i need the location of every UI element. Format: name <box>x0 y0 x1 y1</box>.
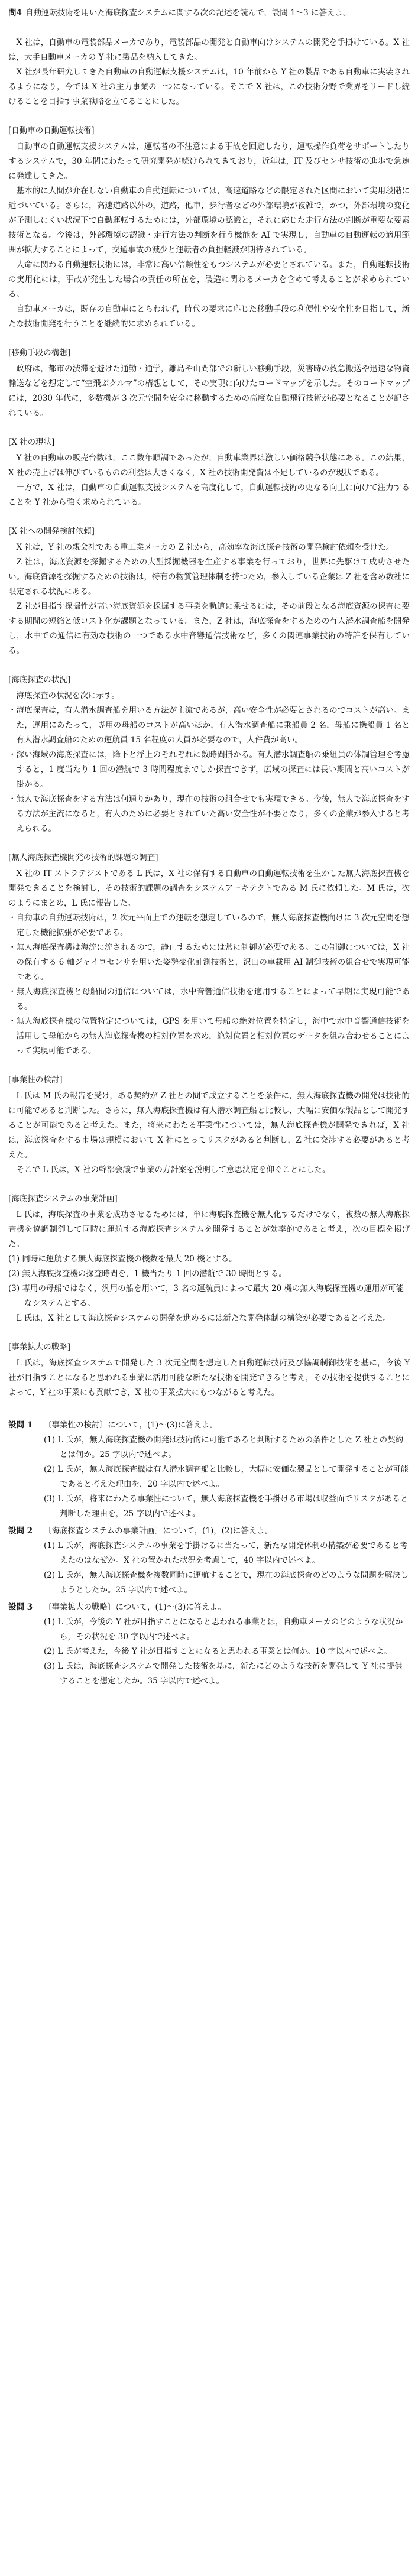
section-seabed-exploration-status <box>8 673 410 836</box>
section-business-plan <box>8 1192 410 1326</box>
question-title <box>8 6 410 20</box>
bullet-item: ・海底探査は，有人潜水調査船を用いる方法が主流であるが，高い安全性が必要とされるのでコストが高い。また，運用にあたって，専用の母船のコストが高いほか，有人潜水調査船に乗船員 2 名，母船に操船員 1 名と有人潜水調査船のための運航員 15 名程度の人員が必要なので，人件費が高い。 <box>8 706 410 745</box>
section-heading: [X 社の現状] <box>8 437 55 447</box>
question-label: 設問 3 <box>8 1602 33 1612</box>
section-heading: [無人海底探査機開発の技術的課題の調査] <box>8 853 158 862</box>
section-paragraph: 海底探査の状況を次に示す。 <box>16 691 119 700</box>
question-number: 問4 <box>8 8 22 18</box>
question-2 <box>8 1524 410 1598</box>
section-heading: [海底探査システムの事業計画] <box>8 1194 118 1203</box>
subquestion-list <box>44 1433 410 1521</box>
numbered-item: (3) 専用の母船ではなく，汎用の船を用いて，3 名の運航員によって最大 20 機の無人海底探査機の運用が可能なシステムとする。 <box>8 1284 404 1308</box>
section-technical-issues <box>8 851 410 1059</box>
subquestion: (2) L 氏が，無人海底探査機を複数同時に運航することで，現在の海底探査のどのような問題を解決しようとしたか。25 字以内で述べよ。 <box>44 1571 409 1595</box>
numbered-list <box>8 1252 410 1311</box>
questions <box>8 1418 410 1689</box>
bullet-item: ・自動車の自動運転技術は，2 次元平面上での運転を想定しているので，無人海底探査機向けに 3 次元空間を想定した機能拡張が必要である。 <box>8 913 410 937</box>
intro-paragraph: X 社は，自動車の電装部品メーカであり，電装部品の開発と自動車向けシステムの開発を手掛けている。X 社は，大手自動車メーカの Y 社に製品を納入してきた。 <box>8 38 410 62</box>
subquestion: (1) L 氏が，今後の Y 社が目指すことになると思われる事業とは，自動車メーカのどのような状況から，その状況を 30 字以内で述べよ。 <box>44 1617 403 1641</box>
section-autonomous-driving <box>8 124 410 332</box>
intro <box>8 35 410 109</box>
section-paragraph: X 社は，Y 社の親会社である重工業メーカの Z 社から，高効率な海底探査技術の開発検討依頼を受けた。 <box>16 543 394 552</box>
question-label: 設問 1 <box>8 1420 33 1430</box>
question-instruction: 自動運転技術を用いた海底探査システムに関する次の記述を読んで，設問 1～3 に答えよ。 <box>25 8 351 18</box>
section-paragraph: 基本的に人間が介在しない自動車の自動運転については，高速道路などの限定された区間において実用段階に近づいている。さらに，高速道路以外の，道路，他車，歩行者などの外部環境が複雑で，かつ，外部環境の変化が予測しにくい状況下で自動運転するためには，外部環境の認識と，それに応じた走行方法の判断が重要な要素技術となる。今後は，外部環境の認識・走行方法の判断を行う機能を AI で実現し，自動車の自動運転の適用範囲が拡大することによって，交通事故の減少と運転者の負担軽減が期待されている。 <box>8 186 410 255</box>
subquestion: (2) L 氏が考えた，今後 Y 社が目指すことになると思われる事業とは何か。10 字以内で述べよ。 <box>44 1647 392 1656</box>
section-paragraph: L 氏は M 氏の報告を受け，ある契約が Z 社との間で成立することを条件に，無人海底探査機の開発は技術的に可能であると判断した。さらに，無人海底探査機は有人潜水調査船と比較し，大幅に安価な製品として開発することが可能であると考えた。また，将来にわたる事業性については，無人海底探査機が開発できれば，X 社は，海底探査をする市場は規模において X 社にとってリスクがあると判断し，Z 社に交渉する必要があると考えた。 <box>8 1091 410 1160</box>
question-text: 〔事業性の検討〕について，(1)～(3)に答えよ。 <box>44 1420 218 1430</box>
question-label: 設問 2 <box>8 1526 33 1536</box>
section-paragraph: 政府は，都市の渋滞を避けた通勤・通学，離島や山間部での新しい移動手段，災害時の救急搬送や迅速な物資輸送などを想定して“空飛ぶクルマ”の構想として，その実現に向けたロードマップを示した。そのロードマップには，2030 年代に，多数機が 3 次元空間を安全に移動するための高度な自動飛行技術が必要となることが記されている。 <box>8 364 410 418</box>
bullet-list <box>8 703 410 836</box>
section-paragraph: X 社の IT ストラテジストである L 氏は，X 社の保有する自動車の自動運転技術を生かした無人海底探査機を開発できることを検討し，その技術的課題の調査をシステムアーキテクトである M 氏に依頼した。M 氏は，次のようにまとめ，L 氏に報告した。 <box>8 869 410 908</box>
subquestion-list <box>44 1615 410 1689</box>
bullet-item: ・無人海底探査機は海流に流されるので，静止するためには常に制御が必要である。この制御については，X 社の保有する 6 軸ジャイロセンサを用いた姿勢変化計測技術と，沢山の車載用 AI 制御技術の組合せで実現可能である。 <box>8 943 410 982</box>
section-paragraph: 自動車メーカは，既存の自動車にとらわれず，時代の要求に応じた移動手段の利便性や安全性を目指して，新たな技術開発を行うことを継続的に求められている。 <box>8 304 410 329</box>
subquestion: (1) L 氏が，無人海底探査機の開発は技術的に可能であると判断するための条件とした Z 社との契約とは何か。25 字以内で述べよ。 <box>44 1435 404 1459</box>
section-business-feasibility <box>8 1073 410 1177</box>
subquestion-list <box>44 1539 410 1598</box>
bullet-item: ・無人で海底探査をする方法は何通りかあり，現在の技術の組合せでも実現できる。今後，無人で海底探査をする方法が主流になると，有人のために必要とされていた高い安全性が不要となり，多くの企業が参入すると考えられる。 <box>8 794 410 833</box>
section-paragraph: Z 社が目指す探掘性が高い海底資源を採掘する事業を軌道に乗せるには，その前段となる海底資源の探査に要する期間の短縮と低コスト化が課題となっている。また，Z 社は，海底探査をするための有人潜水調査船を開発し，水中での通信に有効な技術の一つである水中音響通信技術など，多くの関連事業技術の特許を保有している。 <box>8 602 410 656</box>
section-heading: [事業性の検討] <box>8 1075 63 1085</box>
bullet-item: ・無人海底探査機の位置特定については，GPS を用いて母船の絶対位置を特定し，海中で水中音響通信技術を活用して母船からの無人海底探査機の相対位置を求め，絶対位置と相対位置のデータを組み合わせることによって実現可能である。 <box>8 1017 410 1056</box>
subquestion: (3) L 氏が，将来にわたる事業性について，無人海底探査機を手掛ける市場は収益面でリスクがあると判断した理由を，25 字以内で述べよ。 <box>44 1494 409 1519</box>
section-expansion-strategy <box>8 1340 410 1400</box>
section-paragraph: 自動車の自動運転支援システムは，運転者の不注意による事故を回避したり，運転操作負荷をサポートしたりするシステムで，30 年間にわたって研究開発が続けられてきており，近年は，IT 及びセンサ技術の進歩で急速に発達してきた。 <box>8 142 410 181</box>
section-paragraph: L 氏は，海底探査の事業を成功させるためには，単に海底探査機を無人化するだけでなく，複数の無人海底探査機を協調制御して同時に運航する海底探査システムを開発することが効率的であると考え，次の目標を掲げた。 <box>8 1210 410 1249</box>
numbered-item: (2) 無人海底探査機の探査時間を，1 機当たり 1 回の潜航で 30 時間とする。 <box>8 1269 287 1279</box>
section-paragraph: そこで L 氏は，X 社の幹部会議で事業の方針案を説明して意思決定を仰ぐことにした。 <box>16 1165 330 1175</box>
section-paragraph: L 氏は，X 社として海底探査システムの開発を進めるには新たな開発体制の構築が必要であると考えた。 <box>16 1313 391 1323</box>
subquestion: (1) L 氏が，海底探査システムの事業を手掛けるに当たって，新たな開発体制の構築が必要であると考えたのはなぜか。X 社の置かれた状況を考慮して，40 字以内で述べよ。 <box>44 1541 408 1565</box>
question-3 <box>8 1600 410 1689</box>
bullet-item: ・深い海域の海底探査には，降下と浮上のそれぞれに数時間掛かる。有人潜水調査船の乗組員の体調管理を考慮すると，1 度当たり 1 回の潜航で 3 時間程度までしか探査できず，広域の探査には長い期間と高いコストが掛かる。 <box>8 750 410 789</box>
section-mobility-vision <box>8 346 410 421</box>
intro-paragraph: X 社が長年研究してきた自動車の自動運転支援システムは，10 年前から Y 社の製品である自動車に実装されるようになり，今では X 社の主力事業の一つになっている。そこで X 社は，この技術分野で業界をリードし続けることを目指す事業戦略を立てることにした。 <box>8 67 410 106</box>
section-development-request <box>8 524 410 658</box>
question-1 <box>8 1418 410 1521</box>
section-heading: [海底探査の状況] <box>8 675 71 684</box>
numbered-item: (1) 同時に運航する無人海底探査機の機数を最大 20 機とする。 <box>8 1254 237 1264</box>
section-heading: [自動車の自動運転技術] <box>8 126 95 135</box>
section-paragraph: Y 社の自動車の販売台数は，ここ数年順調であったが，自動車業界は激しい価格競争状態にある。この結果，X 社の売上げは伸びているものの利益は大きくなく，X 社の技術開発費は不足しているのが現状である。 <box>8 453 410 478</box>
subquestion: (2) L 氏が，無人海底探査機は有人潜水調査船と比較し，大幅に安価な製品として開発することが可能であると考えた理由を，20 字以内で述べよ。 <box>44 1465 409 1489</box>
subquestion: (3) L 氏は，海底探査システムで開発した技術を基に，新たにどのような技術を開発して Y 社に提供することを想定したか。35 字以内で述べよ。 <box>44 1662 403 1686</box>
section-paragraph: 人命に関わる自動運転技術には，非常に高い信頼性をもつシステムが必要とされている。また，自動運転技術の実用化には，事故が発生した場合の責任の所在を，製造に関わるメーカを含めて考えることが求められている。 <box>8 260 410 299</box>
section-paragraph: L 氏は，海底探査システムで開発した 3 次元空間を想定した自動運転技術及び協調制御技術を基に，今後 Y 社が目指すことになると思われる事業に活用可能な新たな技術を開発できると考え，その技術を提供することによって，Y 社の事業にも貢献でき，X 社の事業拡大にもつながると考えた。 <box>8 1358 410 1397</box>
section-paragraph: Z 社は，海底資源を探掘するための大型採掘機器を生産する事業を行っており，世界に先駆けて成功させたい。海底資源を探掘するための技術は，特有の物質管理体制を持つため，参入している企業は Z 社を含め数社に限定される状況にある。 <box>8 557 410 596</box>
bullet-list <box>8 911 410 1059</box>
question-text: 〔事業拡大の戦略〕について，(1)～(3)に答えよ。 <box>44 1602 226 1612</box>
section-company-status <box>8 435 410 510</box>
question-text: 〔海底探査システムの事業計画〕について，(1)，(2)に答えよ。 <box>44 1526 273 1536</box>
section-heading: [移動手段の構想] <box>8 348 71 358</box>
section-paragraph: 一方で，X 社は，自動車の自動運転支援システムを高度化して，自動運転技術の更なる向上に向けて注力することを Y 社から強く求められている。 <box>8 483 410 507</box>
section-heading: [事業拡大の戦略] <box>8 1342 71 1352</box>
bullet-item: ・無人海底探査機と母船間の通信については，水中音響通信技術を適用することによって早期に実現可能である。 <box>8 987 410 1011</box>
section-heading: [X 社への開発検討依頼] <box>8 527 95 536</box>
